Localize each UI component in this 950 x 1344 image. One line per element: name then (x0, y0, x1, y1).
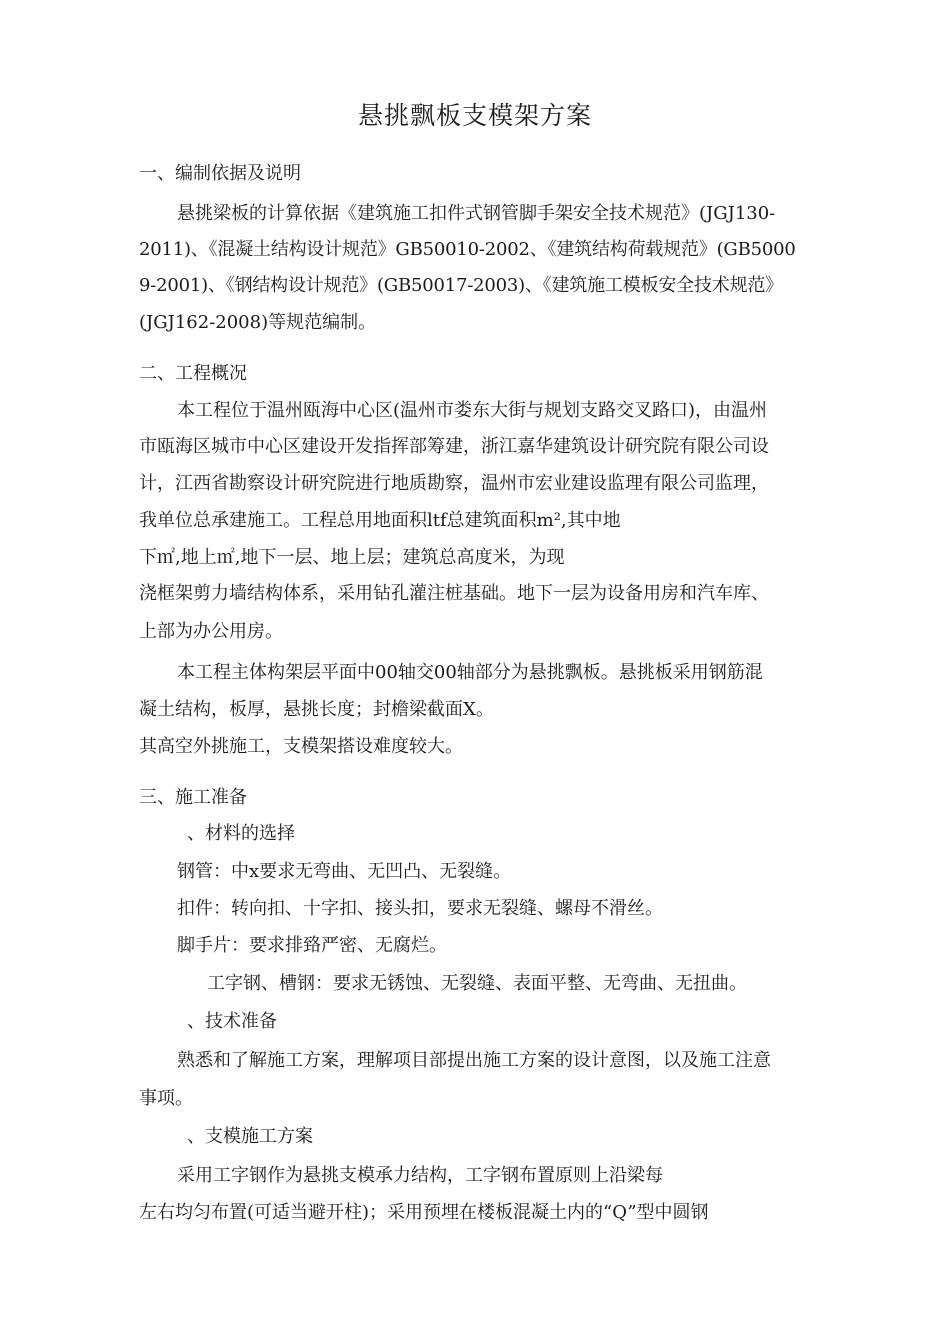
formwork-paragraph-line: 左右均匀布置(可适当避开柱)；采用预埋在楼板混凝土内的“Q”型中圆钢 (139, 1202, 709, 1223)
section-2-paragraph-line: 本工程主体构架层平面中00轴交00轴部分为悬挑飘板。悬挑板采用钢筋混 (177, 662, 763, 683)
section-2-paragraph-line: 下㎡,地上㎡,地下一层、地上层；建筑总高度米，为现 (139, 547, 565, 568)
formwork-paragraph-line: 采用工字钢作为悬挑支模承力结构，工字钢布置原则上沿梁每 (177, 1165, 663, 1186)
materials-item: 脚手片：要求排臵严密、无腐烂。 (177, 935, 447, 956)
technical-paragraph-line: 事项。 (139, 1088, 193, 1109)
subsection-formwork-heading: 、支模施工方案 (187, 1126, 313, 1147)
section-2-paragraph-line: 市瓯海区城市中心区建设开发指挥部筹建，浙江嘉华建筑设计研究院有限公司设 (139, 436, 769, 457)
section-1-paragraph-line: 2011)、《混凝土结构设计规范》GB50010-2002、《建筑结构荷载规范》(GB5000 (139, 239, 796, 260)
document-title: 悬挑飘板支模架方案 (357, 101, 592, 130)
section-2-paragraph-line: 凝土结构，板厚，悬挑长度；封檐梁截面X。 (139, 699, 494, 720)
section-2-paragraph-line: 我单位总承建施工。工程总用地面积ltf总建筑面积m²,其中地 (139, 510, 621, 531)
section-2-paragraph-line: 浇框架剪力墙结构体系，采用钻孔灌注桩基础。地下一层为设备用房和汽车库、 (139, 583, 769, 604)
section-1-paragraph-line: (JGJ162-2008)等规范编制。 (139, 312, 377, 333)
section-1-paragraph-line: 9-2001)、《钢结构设计规范》(GB50017-2003)、《建筑施工模板安全技术规范》 (139, 275, 783, 296)
technical-paragraph-line: 熟悉和了解施工方案，理解项目部提出施工方案的设计意图，以及施工注意 (177, 1050, 771, 1071)
section-3-heading: 三、施工准备 (139, 787, 247, 808)
materials-item: 钢管：中x要求无弯曲、无凹凸、无裂缝。 (177, 861, 512, 882)
section-1-paragraph-line: 悬挑梁板的计算依据《建筑施工扣件式钢管脚手架安全技术规范》(JGJ130- (177, 203, 776, 224)
subsection-technical-heading: 、技术准备 (187, 1011, 277, 1032)
materials-item: 扣件：转向扣、十字扣、接头扣，要求无裂缝、螺母不滑丝。 (177, 898, 663, 919)
section-2-paragraph-line: 其高空外挑施工，支模架搭设难度较大。 (139, 736, 463, 757)
section-2-paragraph-line: 本工程位于温州瓯海中心区(温州市娄东大街与规划支路交叉路口)，由温州 (177, 400, 768, 421)
materials-item: 工字钢、槽钢：要求无锈蚀、无裂缝、表面平整、无弯曲、无扭曲。 (207, 973, 747, 994)
subsection-materials-heading: 、材料的选择 (187, 823, 295, 844)
section-1-heading: 一、编制依据及说明 (139, 163, 301, 184)
section-2-paragraph-line: 上部为办公用房。 (139, 621, 283, 642)
section-2-heading: 二、工程概况 (139, 363, 247, 384)
section-2-paragraph-line: 计，江西省勘察设计研究院进行地质勘察，温州市宏业建设监理有限公司监理， (139, 473, 769, 494)
